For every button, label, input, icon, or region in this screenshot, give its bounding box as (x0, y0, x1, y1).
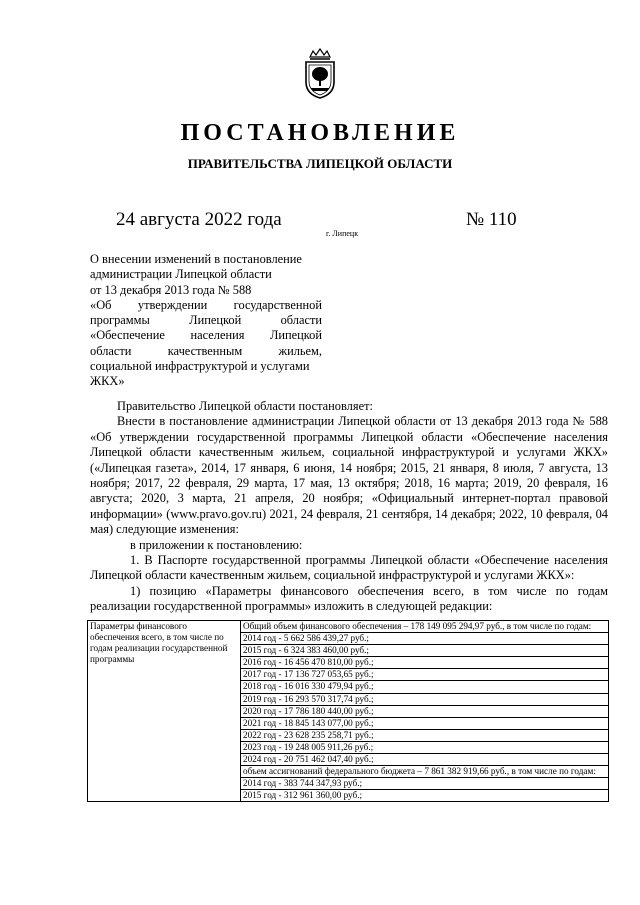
table-row: 2020 год - 17 786 180 440,00 руб.; (241, 706, 608, 718)
table-row: 2015 год - 6 324 383 460,00 руб.; (241, 645, 608, 657)
document-number: № 110 (466, 209, 517, 230)
heading-line: области качественным жильем, (90, 343, 322, 358)
document-title: ПОСТАНОВЛЕНИЕ (180, 120, 460, 146)
paragraph-appendix: в приложении к постановлению: (130, 537, 303, 552)
document-city: г. Липецк (326, 229, 359, 238)
document-date: 24 августа 2022 года (116, 209, 282, 230)
table-row: Общий объем финансового обеспечения – 178 149 095 294,97 руб., в том числе по годам: (241, 621, 608, 633)
heading-line: ЖКХ» (90, 374, 125, 389)
paragraph-amendment: Внести в постановление администрации Липецкой области от 13 декабря 2013 года № 588 «Об утверждении государственной программы Липецкой области «Обеспечение населения Липецкой области качественным жильем, социальной инфраструктурой и услугами ЖКХ» («Липецкая газета», 2014, 17 января, 6 июня, 14 ноября; 2015, 21 января, 8 июля, 7 августа, 13 ноября; 2017, 22 февраля, 29 марта, 17 мая, 13 октября; 2018, 16 марта; 2019, 20 февраля, 16 августа; 2020, 3 марта, 21 апреля, 20 ноября; «Официальный интернет-портал правовой информации» (www.pravo.gov.ru) 2021, 24 февраля, 21 сентября, 14 декабря; 2022, 10 февраля, 04 мая) следующие изменения: (90, 414, 608, 537)
heading-line: социальной инфраструктурой и услугами (90, 359, 310, 374)
table-row: 2016 год - 16 456 470 810,00 руб.; (241, 657, 608, 669)
paragraph-resolves: Правительство Липецкой области постановляет: (117, 399, 373, 413)
document-body (90, 399, 608, 615)
table-row: 2014 год - 383 744 347,93 руб.; (241, 778, 608, 790)
paragraph-subitem-1: 1) позицию «Параметры финансового обеспечения всего, в том числе по годам реализации государственной программы» изложить в следующей редакции: (90, 583, 608, 614)
document-heading (90, 252, 322, 390)
coat-of-arms-icon (301, 48, 339, 100)
table-row: 2015 год - 312 961 360,00 руб.; (243, 790, 363, 801)
table-row: 2022 год - 23 628 235 258,71 руб.; (241, 730, 608, 742)
table-row: 2021 год - 18 845 143 077,00 руб.; (241, 718, 608, 730)
heading-line: администрации Липецкой области (90, 267, 272, 282)
table-row: объем ассигнований федерального бюджета – 7 861 382 919,66 руб., в том числе по годам: (241, 766, 608, 778)
table-row: 2018 год - 16 016 330 479,94 руб.; (241, 681, 608, 693)
table-row: 2014 год - 5 662 586 439,27 руб.; (241, 633, 608, 645)
financing-table-values (241, 621, 609, 802)
heading-line: программы Липецкой области (90, 313, 322, 328)
table-row: 2024 год - 20 751 462 047,40 руб.; (241, 754, 608, 766)
heading-line: О внесении изменений в постановление (90, 252, 302, 266)
table-row: 2023 год - 19 248 005 911,26 руб.; (241, 742, 608, 754)
heading-line: «Обеспечение населения Липецкой (90, 328, 322, 343)
financing-table (87, 620, 609, 802)
financing-table-label: Параметры финансового обеспечения всего, в том числе по годам реализации государственной программы (88, 621, 241, 802)
paragraph-item-1: 1. В Паспорте государственной программы Липецкой области «Обеспечение населения Липецкой области качественным жильем, социальной инфраструктурой и услугами ЖКХ»: (90, 553, 608, 583)
heading-line: «Об утверждении государственной (90, 297, 322, 312)
heading-line: от 13 декабря 2013 года № 588 (90, 282, 252, 297)
table-row: 2019 год - 16 293 570 317,74 руб.; (241, 694, 608, 706)
table-row: 2017 год - 17 136 727 053,65 руб.; (241, 669, 608, 681)
document-subtitle: ПРАВИТЕЛЬСТВА ЛИПЕЦКОЙ ОБЛАСТИ (187, 156, 453, 171)
